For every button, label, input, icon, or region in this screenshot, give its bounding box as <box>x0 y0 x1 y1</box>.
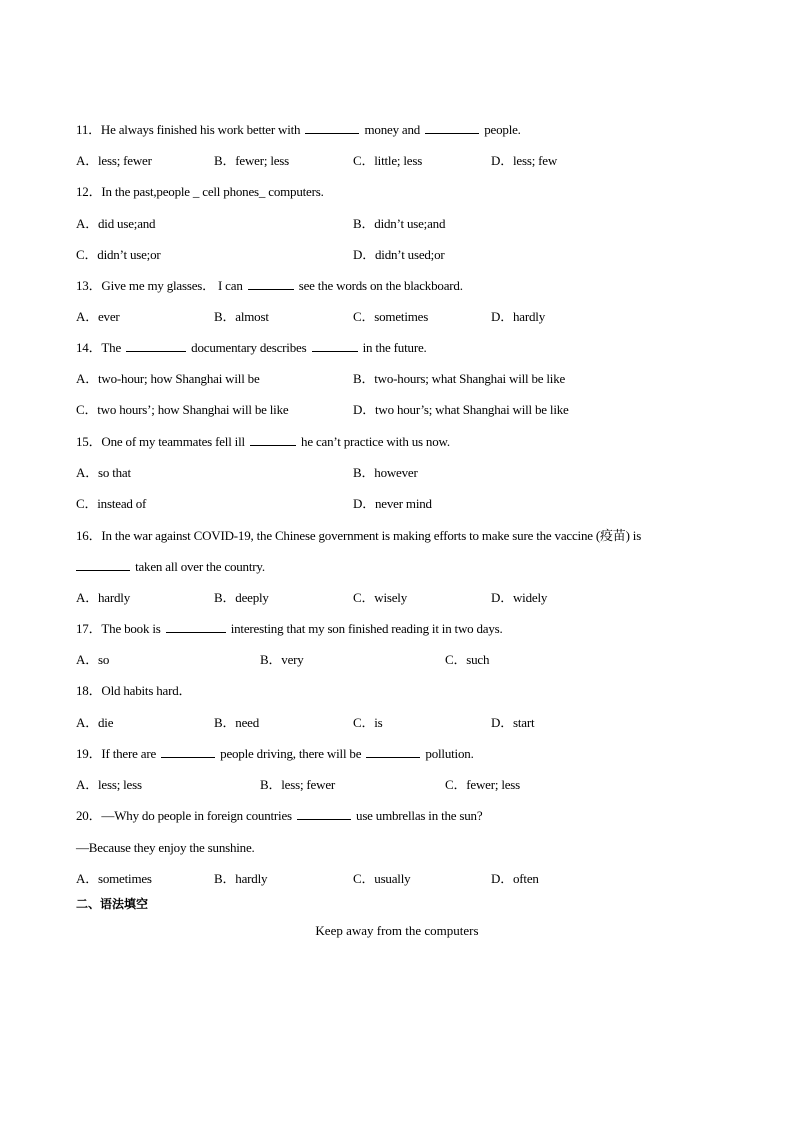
answer-blank[interactable] <box>161 746 215 758</box>
q17-option-c[interactable]: C．such <box>445 652 490 667</box>
answer-blank[interactable] <box>366 746 420 758</box>
q20-option-d[interactable]: D．often <box>491 871 539 886</box>
question-13-stem: 13．Give me my glasses． I can see the words on the blackboard. <box>76 278 463 293</box>
q18-option-c[interactable]: C．is <box>353 715 383 730</box>
q15-option-b[interactable]: B．however <box>353 465 418 480</box>
answer-blank[interactable] <box>297 808 351 820</box>
question-17-stem: 17．The book is interesting that my son finished reading it in two days. <box>76 621 503 636</box>
q15-option-c[interactable]: C．instead of <box>76 496 147 511</box>
q11-option-d[interactable]: D．less; few <box>491 153 558 168</box>
answer-blank[interactable] <box>166 621 226 633</box>
question-20-answer-line: —Because they enjoy the sunshine. <box>76 840 255 855</box>
section-heading: 二、语法填空 <box>76 897 149 911</box>
q11-option-a[interactable]: A．less; fewer <box>76 153 152 168</box>
answer-blank[interactable] <box>248 278 294 290</box>
q19-option-a[interactable]: A．less; less <box>76 777 142 792</box>
question-15-stem: 15．One of my teammates fell ill he can’t practice with us now. <box>76 434 450 449</box>
question-12-stem: 12．In the past,people _ cell phones_ computers. <box>76 184 324 199</box>
question-18-stem: 18．Old habits hard． <box>76 683 192 698</box>
q13-option-d[interactable]: D．hardly <box>491 309 545 324</box>
q18-option-d[interactable]: D．start <box>491 715 535 730</box>
q20-option-c[interactable]: C．usually <box>353 871 411 886</box>
q12-option-a[interactable]: A．did use;and <box>76 216 156 231</box>
passage-title: Keep away from the computers <box>315 923 479 938</box>
answer-blank[interactable] <box>305 122 359 134</box>
question-16-stem: 16．In the war against COVID-19, the Chinese government is making efforts to make sure the vaccine (疫苗) is <box>76 528 642 543</box>
q13-option-a[interactable]: A．ever <box>76 309 120 324</box>
q18-option-a[interactable]: A．die <box>76 715 114 730</box>
q11-option-c[interactable]: C．little; less <box>353 153 423 168</box>
q14-option-a[interactable]: A．two-hour; how Shanghai will be <box>76 371 260 386</box>
q13-option-c[interactable]: C．sometimes <box>353 309 429 324</box>
q15-option-d[interactable]: D．never mind <box>353 496 432 511</box>
q20-option-b[interactable]: B．hardly <box>214 871 268 886</box>
answer-blank[interactable] <box>250 434 296 446</box>
q14-option-b[interactable]: B．two-hours; what Shanghai will be like <box>353 371 566 386</box>
q19-option-b[interactable]: B．less; fewer <box>260 777 336 792</box>
answer-blank[interactable] <box>76 559 130 571</box>
q16-option-a[interactable]: A．hardly <box>76 590 130 605</box>
answer-blank[interactable] <box>425 122 479 134</box>
q19-option-c[interactable]: C．fewer; less <box>445 777 521 792</box>
q13-option-b[interactable]: B．almost <box>214 309 269 324</box>
q16-option-d[interactable]: D．widely <box>491 590 548 605</box>
question-14-stem: 14．The documentary describes in the future. <box>76 340 427 355</box>
q12-option-c[interactable]: C．didn’t use;or <box>76 247 161 262</box>
answer-blank[interactable] <box>126 340 186 352</box>
q12-option-b[interactable]: B．didn’t use;and <box>353 216 446 231</box>
q14-option-d[interactable]: D．two hour’s; what Shanghai will be like <box>353 402 569 417</box>
q14-option-c[interactable]: C．two hours’; how Shanghai will be like <box>76 402 289 417</box>
q15-option-a[interactable]: A．so that <box>76 465 131 480</box>
q11-option-b[interactable]: B．fewer; less <box>214 153 290 168</box>
question-19-stem: 19．If there are people driving, there will be pollution. <box>76 746 474 761</box>
answer-blank[interactable] <box>312 340 358 352</box>
question-11-stem: 11．He always finished his work better with money and people. <box>76 122 521 137</box>
q16-option-b[interactable]: B．deeply <box>214 590 269 605</box>
q17-option-a[interactable]: A．so <box>76 652 110 667</box>
q20-option-a[interactable]: A．sometimes <box>76 871 152 886</box>
question-20-stem: 20．—Why do people in foreign countries use umbrellas in the sun? <box>76 808 483 823</box>
q16-option-c[interactable]: C．wisely <box>353 590 408 605</box>
q17-option-b[interactable]: B．very <box>260 652 304 667</box>
question-16-stem-line2: taken all over the country. <box>76 559 265 575</box>
q18-option-b[interactable]: B．need <box>214 715 260 730</box>
q12-option-d[interactable]: D．didn’t used;or <box>353 247 445 262</box>
